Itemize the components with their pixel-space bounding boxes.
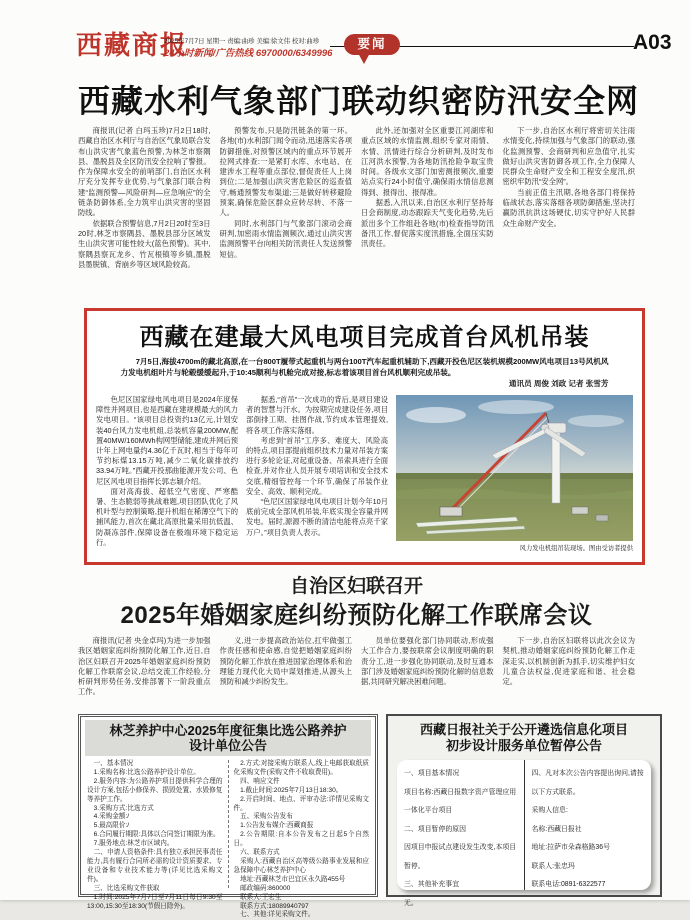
notice-left-title-line1: 林芝养护中心2025年度征集比选公路养护 (109, 723, 347, 738)
wind-article-lede: 7月5日,海拔4700m的藏北高原,在一台800T履带式起重机与两台100T汽车起重机辅助下,西藏开投色尼区装机规模200MW风电项目13号风机风力发电机组叶片与轮毂缓缓起升,于10:45顺利与机舱完成对接,标志着该项目首台风机顺利完成吊装。 (120, 357, 609, 377)
wind-article-column: 色尼区国家绿电风电项目是2024年度保障性并网项目,也是西藏在建规模最大的风力发电项目。“该项目总投资约13亿元,计划安装40台风力发电机组,总装机容量200MW,配置40MW/160MWh构网型储能,建成并网后预计年上网电量约4.36亿千瓦时,相当于每年可节约标煤13.15万吨,减少二氧化碳排放约33.94万吨。”西藏开投那曲能源开发公司、色尼区风电项目指挥长郭志颖介绍。 面对高海拔、超低空气密度、严寒酷暑、生态脆弱等挑战难题,项目团队优化了风机叶型与控制策略,提升机组在稀薄空气下的捕风能力,首次在藏北高原批量采用抗低温、防凝冻部件,保障设备在极端环境下稳定运行。 (96, 395, 238, 547)
flood-article-headline: 西藏水利气象部门联动织密防汛安全网 (78, 83, 640, 119)
wind-article-byline: 通讯员 周俊 刘政 记者 张雪芳 (508, 379, 609, 388)
women-article-headline-line1: 自治区妇联召开 (289, 576, 423, 597)
women-article-headline-line2: 2025年婚姻家庭纠纷预防化解工作联席会议 (120, 602, 593, 629)
wind-article-column: 据悉,“首吊”一次成功的背后,是项目建设者的智慧与汗水。为按期完成建设任务,项目部倒排工期、挂图作战,节约成本管理提效,将各项工作落实落细。 考虑到“首吊”工序多、难度大、风险高的特点,项目部提前组织技术力量对吊装方案进行多轮论证,对起重设备、吊索具进行全面检查,并对作业人员开展专项培训和安全技术交底,精细管控每一个环节,确保了吊装作业安全、高效、顺利完成。 “色尼区国家绿电风电项目计划今年10月底前完成全部风机吊装,年底实现全容量并网发电。届时,源源不断的清洁电能将点亮千家万户。”项目负责人表示。 (246, 395, 388, 537)
notice-right-column1: 一、项目基本情况 项目名称:西藏日报数字资产管理应用一体化平台项目 二、项目暂停的原因 因项目申报试点建设发生改变,本项目暂停。 三、其他补充事宜 无。 (397, 760, 525, 890)
newspaper-logo: 西藏商报 (76, 31, 189, 61)
notice-left-title (85, 720, 371, 756)
flood-article-column: 预警发布,只是防汛链条的第一环。各地(市)水利部门闻令而动,迅速落实各项防御措施,对预警区域内的重点环节展开拉网式排查:一是紧盯水库、水电站、在建涉水工程等重点部位,督促责任人上岗到位;二是加强山洪灾害危险区的巡查值守,畅通预警发布渠道;三是做好转移避险预案,确保危险区群众应转尽转、不落一人。 同时,水利部门与气象部门滚动会商研判,加密雨水情监测频次,通过山洪灾害监测预警平台向相关防汛责任人发送预警短信。 (219, 126, 352, 259)
flood-article-column: 下一步,自治区水利厅将密切关注雨水情变化,持续加强与气象部门的联动,强化监测预警、会商研判和应急值守,扎实做好山洪灾害防御各项工作,全力保障人民群众生命财产安全和工程安全度汛,织密织牢防汛“安全网”。 当前正值主汛期,各地各部门将保持临战状态,落实落细各项防御措施,坚决打赢防汛抗洪这场硬仗,切实守护好人民群众生命财产安全。 (502, 126, 635, 228)
flood-article-column: 此外,还加强对全区重要江河湖库和重点区域的水情监测,组织专家对雨情、水情、汛情进行综合分析研判,及时发布江河洪水预警,为各地防汛抢险争取宝贵时间。各级水文部门加密测报频次,重要站点实行24小时值守,确保雨水情信息测得到、报得出、报得准。 据悉,入汛以来,自治区水利厅坚持每日会商制度,动态跟踪天气变化趋势,先后派出多个工作组赴各地(市)检查指导防汛备汛工作,督促落实度汛措施,全面压实防汛责任。 (361, 126, 494, 249)
flood-article-column: 商报讯(记者 白玛玉珍)7月2日18时,西藏自治区水利厅与自治区气象局联合发布山洪灾害气象蓝色预警,为林芝市察隅县、墨脱县及全区防汛安全拉响了警报。作为保障水安全的前哨部门,自治区水利厅充分发挥专业优势,与气象部门联合构建“监测预警—风险研判—应急响应”的全链条防御体系,全力筑牢山洪灾害的坚固防线。 依据联合预警信息,7月2日20时至3日20时,林芝市察隅县、墨脱县部分区域发生山洪灾害可能性较大(蓝色预警)。其中,察隅县察瓦龙乡、竹瓦根镇等乡镇,墨脱县墨脱镇、背崩乡等区域风险较高。 (78, 126, 211, 269)
women-article-column: 义,进一步提高政治站位,扛牢做强工作责任感和使命感,自觉把婚姻家庭纠纷预防化解工作放在推进国家治理体系和治理能力现代化大局中谋划推进,从源头上预防和减少纠纷发生。 (219, 636, 352, 687)
section-badge-tail-icon (358, 53, 370, 64)
women-article-column: 下一步,自治区妇联将以此次会议为契机,推动婚姻家庭纠纷预防化解工作走深走实,以机制创新为抓手,切实维护妇女儿童合法权益,促进家庭和谐、社会稳定。 (502, 636, 635, 687)
notice-right-title-line1: 西藏日报社关于公开遴选信息化项目 (419, 722, 628, 737)
page-number: A03 (633, 31, 672, 54)
notice-right-column2: 四、凡对本次公告内容提出询问,请按以下方式联系。 采购人信息: 名称:西藏日报社 地址:拉萨市朵森格路36号 联系人:张忠玛 联系电话:0891-6322577 (531, 770, 644, 888)
masthead-hotline: 24小时新闻/广告热线 6970000/6349996 (164, 48, 333, 59)
notice-left-column2: 2.方式:对接采购方联系人,线上电邮获取纸质化采购文件(采购文件不收取费用)。 四、响应文件 1.截止时间:2025年7月13日18:30。 2.开启时间、地点、评审办法:详情见采购文件。 五、采购公告发布 1.公告发布媒介:西藏商报 2.公告期限:自本公告发布之日起5个自然日。 六、联系方式 采购人:西藏自治区高等级公路事业发展和应急保障中心林芝养护中心 地址:西藏林芝市巴宜区永久路455号 邮政编码:860000 联系人:王宏生 联系方式:18089940797 七、其他:详见采购文件。 (233, 760, 369, 919)
masthead-date-editors: 2025年7月7日 星期一 责编:曲珍 美编:徐文伟 校对:曲珍 (164, 38, 320, 45)
section-badge: 要闻 (344, 34, 400, 55)
notice-highway-maintenance (78, 714, 378, 919)
notice-right-card (397, 760, 651, 907)
women-article-column: 商报讯(记者 央金卓玛)为进一步加强我区婚姻家庭纠纷预防化解工作,近日,自治区妇联召开2025年婚姻家庭纠纷预防化解工作联席会议,总结交流工作经验,分析研判形势任务,安排部署下一阶段重点工作。 (78, 636, 211, 697)
wind-turbine-photo (396, 395, 633, 541)
notice-tibet-daily-suspension (386, 714, 662, 907)
notice-left-column1: 一、基本情况 1.采购名称:比选公路养护设计单位。 2.服务内容:为公路养护项目提供科学合理的设计方案,包括小修保养、损毁处置、水毁修复等养护工作。 3.采购方式:比选方式 4.采购金额:/ 5.最高限价:/ 6.合同履行期限:具体以合同签订期限为准。 7.服务地点:林芝市区域内。 二、申请人资格条件:具有独立承担民事责任能力,具有履行合同所必需的设计资质要求、专业设备和专业技术能力等(详见比选采购文件)。 三、比选采购文件获取 1.时间:2025年7月7日至7月11日每日9:30至13:00,15:30至18:30(节假日除外)。 (87, 760, 229, 888)
wind-photo-block (396, 395, 633, 555)
notice-right-title (388, 722, 660, 754)
notice-right-title-line2: 初步设计服务单位暂停公告 (445, 738, 602, 753)
notice-left-title-line2: 设计单位公告 (188, 738, 267, 753)
wind-article-headline: 西藏在建最大风电项目完成首台风机吊装 (139, 324, 590, 351)
wind-article-box (84, 308, 645, 565)
women-article-body (78, 636, 635, 708)
women-article-column: 员单位要强化部门协同联动,形成强大工作合力,要按联席会议制度明确的职责分工,进一步强化协同联动,及时互通本部门涉及婚姻家庭纠纷预防化解的信息数据,共同研究解决困难问题。 (361, 636, 494, 687)
flood-article-body (78, 126, 635, 302)
photo-caption: 风力发电机组吊装现场。图由受访者提供 (519, 545, 633, 552)
